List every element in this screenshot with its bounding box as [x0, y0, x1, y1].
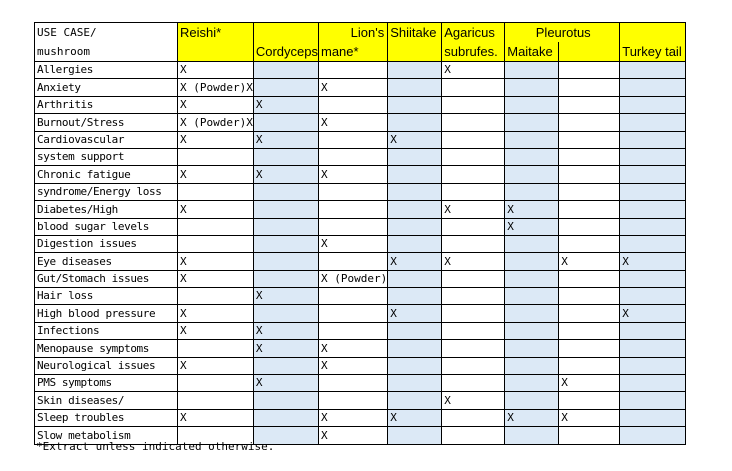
turkey-tail-cell[interactable]: [620, 96, 685, 113]
lions-mane-cell[interactable]: [319, 62, 388, 79]
use-case-cell[interactable]: Cardiovascular: [35, 131, 178, 148]
lions-mane-header-top[interactable]: Lion's: [319, 23, 388, 43]
table-row: [35, 253, 686, 270]
reishi-cell[interactable]: X: [178, 270, 254, 287]
shiitake-cell[interactable]: [388, 392, 442, 409]
maitake-cell[interactable]: [505, 357, 559, 374]
lions-mane-cell[interactable]: X: [319, 340, 388, 357]
pleurotus-cell[interactable]: [559, 340, 620, 357]
use-case-cell[interactable]: Allergies: [35, 62, 178, 79]
maitake-cell[interactable]: [505, 253, 559, 270]
turkey-tail-cell[interactable]: [620, 201, 685, 218]
lions-mane-cell[interactable]: [319, 322, 388, 339]
turkey-tail-cell[interactable]: [620, 79, 685, 96]
maitake-cell[interactable]: X: [505, 218, 559, 235]
cordyceps-cell[interactable]: X: [253, 166, 318, 183]
use-case-cell[interactable]: Skin diseases/: [35, 392, 178, 409]
agaricus-cell[interactable]: [442, 270, 505, 287]
maitake-cell[interactable]: [505, 288, 559, 305]
turkey-tail-cell[interactable]: [620, 148, 685, 165]
lions-mane-cell[interactable]: [319, 201, 388, 218]
cordyceps-cell[interactable]: [253, 201, 318, 218]
maitake-cell[interactable]: [505, 270, 559, 287]
agaricus-cell[interactable]: [442, 427, 505, 444]
cordyceps-cell[interactable]: X: [253, 340, 318, 357]
turkey-tail-cell[interactable]: [620, 288, 685, 305]
cordyceps-cell[interactable]: X: [253, 322, 318, 339]
turkey-tail-cell[interactable]: [620, 322, 685, 339]
lions-mane-cell[interactable]: X: [319, 357, 388, 374]
reishi-header-bottom[interactable]: [178, 42, 254, 62]
cordyceps-cell[interactable]: X: [253, 131, 318, 148]
maitake-cell[interactable]: [505, 427, 559, 444]
lions-mane-cell[interactable]: [319, 148, 388, 165]
agaricus-cell[interactable]: [442, 166, 505, 183]
agaricus-cell[interactable]: [442, 96, 505, 113]
reishi-cell[interactable]: [178, 288, 254, 305]
agaricus-cell[interactable]: [442, 305, 505, 322]
reishi-cell[interactable]: [178, 235, 254, 252]
pleurotus-cell[interactable]: [559, 183, 620, 200]
shiitake-cell[interactable]: [388, 183, 442, 200]
table-row: [35, 340, 686, 357]
maitake-cell[interactable]: [505, 340, 559, 357]
pleurotus-cell[interactable]: X: [559, 409, 620, 426]
agaricus-cell[interactable]: [442, 340, 505, 357]
turkey-tail-cell[interactable]: [620, 131, 685, 148]
pleurotus-cell[interactable]: [559, 235, 620, 252]
use-case-cell[interactable]: Anxiety: [35, 79, 178, 96]
table-row: [35, 305, 686, 322]
cordyceps-header-top[interactable]: [253, 23, 318, 43]
shiitake-cell[interactable]: [388, 340, 442, 357]
maitake-cell[interactable]: [505, 148, 559, 165]
shiitake-cell[interactable]: X: [388, 253, 442, 270]
use-case-cell[interactable]: Chronic fatigue: [35, 166, 178, 183]
use-case-cell[interactable]: blood sugar levels: [35, 218, 178, 235]
shiitake-cell[interactable]: [388, 114, 442, 131]
table-row: [35, 114, 686, 131]
use-case-cell[interactable]: PMS symptoms: [35, 375, 178, 392]
use-case-cell[interactable]: Eye diseases: [35, 253, 178, 270]
pleurotus-cell[interactable]: [559, 288, 620, 305]
cordyceps-cell[interactable]: [253, 253, 318, 270]
agaricus-cell[interactable]: [442, 131, 505, 148]
pleurotus-cell[interactable]: [559, 148, 620, 165]
lions-mane-cell[interactable]: X: [319, 235, 388, 252]
turkey-tail-cell[interactable]: [620, 183, 685, 200]
maitake-cell[interactable]: X: [505, 201, 559, 218]
use-case-cell[interactable]: system support: [35, 148, 178, 165]
turkey-tail-cell[interactable]: [620, 235, 685, 252]
table-row: [35, 235, 686, 252]
shiitake-cell[interactable]: [388, 62, 442, 79]
lions-mane-cell[interactable]: [319, 392, 388, 409]
lions-mane-cell[interactable]: [319, 253, 388, 270]
pleurotus-cell[interactable]: [559, 218, 620, 235]
table-row: [35, 148, 686, 165]
use-case-cell[interactable]: syndrome/Energy loss: [35, 183, 178, 200]
use-case-cell[interactable]: Hair loss: [35, 288, 178, 305]
maitake-cell[interactable]: [505, 62, 559, 79]
shiitake-cell[interactable]: [388, 166, 442, 183]
header-row-2: [35, 42, 686, 62]
shiitake-cell[interactable]: [388, 270, 442, 287]
cordyceps-cell[interactable]: X: [253, 375, 318, 392]
pleurotus-header[interactable]: Pleurotus: [505, 23, 620, 43]
maitake-cell[interactable]: [505, 114, 559, 131]
shiitake-header-bottom[interactable]: [388, 42, 442, 62]
reishi-cell[interactable]: X: [178, 131, 254, 148]
pleurotus-cell[interactable]: [559, 114, 620, 131]
header-row-1: [35, 23, 686, 43]
use-case-cell[interactable]: High blood pressure: [35, 305, 178, 322]
pleurotus-cell[interactable]: [559, 322, 620, 339]
turkey-tail-cell[interactable]: [620, 375, 685, 392]
turkey-tail-cell[interactable]: [620, 409, 685, 426]
agaricus-header-top[interactable]: Agaricus: [442, 23, 505, 43]
table-row: [35, 357, 686, 374]
agaricus-cell[interactable]: [442, 148, 505, 165]
turkey-tail-cell[interactable]: [620, 166, 685, 183]
agaricus-cell[interactable]: X: [442, 62, 505, 79]
mushroom-header[interactable]: mushroom: [35, 42, 178, 62]
use-case-cell[interactable]: Infections: [35, 322, 178, 339]
pleurotus-cell[interactable]: [559, 131, 620, 148]
reishi-cell[interactable]: X: [178, 62, 254, 79]
lions-mane-cell[interactable]: X: [319, 427, 388, 444]
maitake-cell[interactable]: [505, 322, 559, 339]
maitake-cell[interactable]: [505, 131, 559, 148]
lions-mane-cell[interactable]: X: [319, 79, 388, 96]
reishi-cell[interactable]: [178, 148, 254, 165]
maitake-cell[interactable]: X: [505, 409, 559, 426]
reishi-header[interactable]: Reishi*: [178, 23, 254, 43]
use-case-cell[interactable]: Diabetes/High: [35, 201, 178, 218]
shiitake-cell[interactable]: [388, 375, 442, 392]
lions-mane-cell[interactable]: [319, 96, 388, 113]
cordyceps-cell[interactable]: [253, 79, 318, 96]
turkey-tail-cell[interactable]: [620, 392, 685, 409]
cordyceps-header[interactable]: Cordyceps: [253, 42, 318, 62]
reishi-cell[interactable]: X: [178, 305, 254, 322]
agaricus-cell[interactable]: [442, 218, 505, 235]
cordyceps-cell[interactable]: [253, 62, 318, 79]
pleurotus-cell[interactable]: [559, 79, 620, 96]
lions-mane-cell[interactable]: [319, 288, 388, 305]
maitake-cell[interactable]: [505, 375, 559, 392]
turkey-tail-cell[interactable]: [620, 62, 685, 79]
maitake-cell[interactable]: [505, 166, 559, 183]
maitake-cell[interactable]: [505, 235, 559, 252]
shiitake-cell[interactable]: X: [388, 131, 442, 148]
lions-mane-cell[interactable]: [319, 218, 388, 235]
reishi-cell[interactable]: X: [178, 409, 254, 426]
use-case-cell[interactable]: Menopause symptoms: [35, 340, 178, 357]
table-row: [35, 392, 686, 409]
maitake-cell[interactable]: [505, 392, 559, 409]
mushroom-use-case-table: [34, 22, 686, 445]
table-row: [35, 166, 686, 183]
use-case-cell[interactable]: Burnout/Stress: [35, 114, 178, 131]
pleurotus-cell[interactable]: [559, 166, 620, 183]
use-case-header[interactable]: USE CASE/: [35, 23, 178, 43]
agaricus-cell[interactable]: X: [442, 201, 505, 218]
cordyceps-cell[interactable]: [253, 270, 318, 287]
agaricus-header[interactable]: subrufes.: [442, 42, 505, 62]
lions-mane-cell[interactable]: X: [319, 114, 388, 131]
turkey-tail-cell[interactable]: [620, 218, 685, 235]
shiitake-cell[interactable]: [388, 288, 442, 305]
cordyceps-cell[interactable]: [253, 183, 318, 200]
turkey-tail-cell[interactable]: [620, 340, 685, 357]
footnote: *Extract unless indicated otherwise.: [36, 440, 275, 453]
reishi-cell[interactable]: X: [178, 322, 254, 339]
agaricus-cell[interactable]: X: [442, 253, 505, 270]
pleurotus-cell[interactable]: [559, 62, 620, 79]
cordyceps-cell[interactable]: X: [253, 96, 318, 113]
cordyceps-cell[interactable]: [253, 357, 318, 374]
maitake-cell[interactable]: [505, 305, 559, 322]
agaricus-cell[interactable]: [442, 322, 505, 339]
turkey-tail-cell[interactable]: X: [620, 305, 685, 322]
shiitake-cell[interactable]: X: [388, 305, 442, 322]
shiitake-cell[interactable]: [388, 427, 442, 444]
cordyceps-cell[interactable]: [253, 218, 318, 235]
reishi-cell[interactable]: X: [178, 96, 254, 113]
lions-mane-cell[interactable]: X (Powder): [319, 270, 388, 287]
reishi-cell[interactable]: X (Powder)X: [178, 114, 254, 131]
pleurotus-cell[interactable]: [559, 427, 620, 444]
lions-mane-cell[interactable]: [319, 183, 388, 200]
pleurotus-cell[interactable]: [559, 201, 620, 218]
table-row: [35, 62, 686, 79]
pleurotus-cell[interactable]: [559, 305, 620, 322]
table-row: [35, 183, 686, 200]
cordyceps-cell[interactable]: [253, 305, 318, 322]
lions-mane-cell[interactable]: X: [319, 166, 388, 183]
lions-mane-cell[interactable]: X: [319, 409, 388, 426]
maitake-cell[interactable]: [505, 79, 559, 96]
turkey-tail-header[interactable]: Turkey tail: [620, 42, 685, 62]
maitake-cell[interactable]: [505, 183, 559, 200]
turkey-tail-cell[interactable]: [620, 357, 685, 374]
agaricus-cell[interactable]: [442, 235, 505, 252]
table-row: [35, 131, 686, 148]
reishi-cell[interactable]: [178, 218, 254, 235]
reishi-cell[interactable]: X: [178, 201, 254, 218]
cordyceps-cell[interactable]: [253, 235, 318, 252]
shiitake-cell[interactable]: [388, 235, 442, 252]
table-row: [35, 375, 686, 392]
reishi-cell[interactable]: X: [178, 166, 254, 183]
turkey-tail-cell[interactable]: [620, 114, 685, 131]
table-row: [35, 270, 686, 287]
shiitake-cell[interactable]: [388, 218, 442, 235]
cordyceps-cell[interactable]: [253, 392, 318, 409]
pleurotus-cell[interactable]: [559, 96, 620, 113]
lions-mane-cell[interactable]: [319, 375, 388, 392]
cordyceps-cell[interactable]: [253, 409, 318, 426]
pleurotus-cell[interactable]: [559, 392, 620, 409]
table-row: [35, 218, 686, 235]
pleurotus-cell[interactable]: X: [559, 375, 620, 392]
pleurotus-cell[interactable]: [559, 357, 620, 374]
reishi-cell[interactable]: [178, 183, 254, 200]
agaricus-cell[interactable]: [442, 114, 505, 131]
agaricus-cell[interactable]: [442, 357, 505, 374]
table-row: [35, 288, 686, 305]
shiitake-cell[interactable]: X: [388, 409, 442, 426]
use-case-cell[interactable]: Arthritis: [35, 96, 178, 113]
cordyceps-cell[interactable]: X: [253, 288, 318, 305]
pleurotus-cell[interactable]: X: [559, 253, 620, 270]
use-case-cell[interactable]: Slow metabolism: [35, 427, 178, 444]
pleurotus-cell[interactable]: [559, 270, 620, 287]
maitake-header[interactable]: Maitake: [505, 42, 559, 62]
shiitake-cell[interactable]: [388, 79, 442, 96]
shiitake-cell[interactable]: [388, 148, 442, 165]
use-case-cell[interactable]: Digestion issues: [35, 235, 178, 252]
pleurotus-header-bottom[interactable]: [559, 42, 620, 62]
table-row: [35, 322, 686, 339]
reishi-cell[interactable]: [178, 392, 254, 409]
spreadsheet-grid: [34, 22, 686, 445]
turkey-tail-cell[interactable]: [620, 270, 685, 287]
agaricus-cell[interactable]: [442, 375, 505, 392]
reishi-cell[interactable]: X: [178, 253, 254, 270]
shiitake-cell[interactable]: [388, 322, 442, 339]
shiitake-cell[interactable]: [388, 201, 442, 218]
agaricus-cell[interactable]: X: [442, 392, 505, 409]
lions-mane-cell[interactable]: [319, 131, 388, 148]
shiitake-cell[interactable]: [388, 357, 442, 374]
shiitake-header[interactable]: Shiitake: [388, 23, 442, 43]
reishi-cell[interactable]: X (Powder)X: [178, 79, 254, 96]
table-row: [35, 79, 686, 96]
agaricus-cell[interactable]: [442, 183, 505, 200]
table-row: [35, 409, 686, 426]
agaricus-cell[interactable]: [442, 79, 505, 96]
reishi-cell[interactable]: X: [178, 357, 254, 374]
reishi-cell[interactable]: [178, 375, 254, 392]
cordyceps-cell[interactable]: [253, 148, 318, 165]
table-row: [35, 201, 686, 218]
turkey-tail-header-top[interactable]: [620, 23, 685, 43]
reishi-cell[interactable]: [178, 340, 254, 357]
use-case-cell[interactable]: Gut/Stomach issues: [35, 270, 178, 287]
shiitake-cell[interactable]: [388, 96, 442, 113]
table-row: [35, 96, 686, 113]
turkey-tail-cell[interactable]: [620, 427, 685, 444]
cordyceps-cell[interactable]: [253, 114, 318, 131]
lions-mane-header[interactable]: mane*: [319, 42, 388, 62]
agaricus-cell[interactable]: [442, 288, 505, 305]
use-case-cell[interactable]: Neurological issues: [35, 357, 178, 374]
maitake-cell[interactable]: [505, 96, 559, 113]
agaricus-cell[interactable]: [442, 409, 505, 426]
lions-mane-cell[interactable]: [319, 305, 388, 322]
use-case-cell[interactable]: Sleep troubles: [35, 409, 178, 426]
turkey-tail-cell[interactable]: X: [620, 253, 685, 270]
